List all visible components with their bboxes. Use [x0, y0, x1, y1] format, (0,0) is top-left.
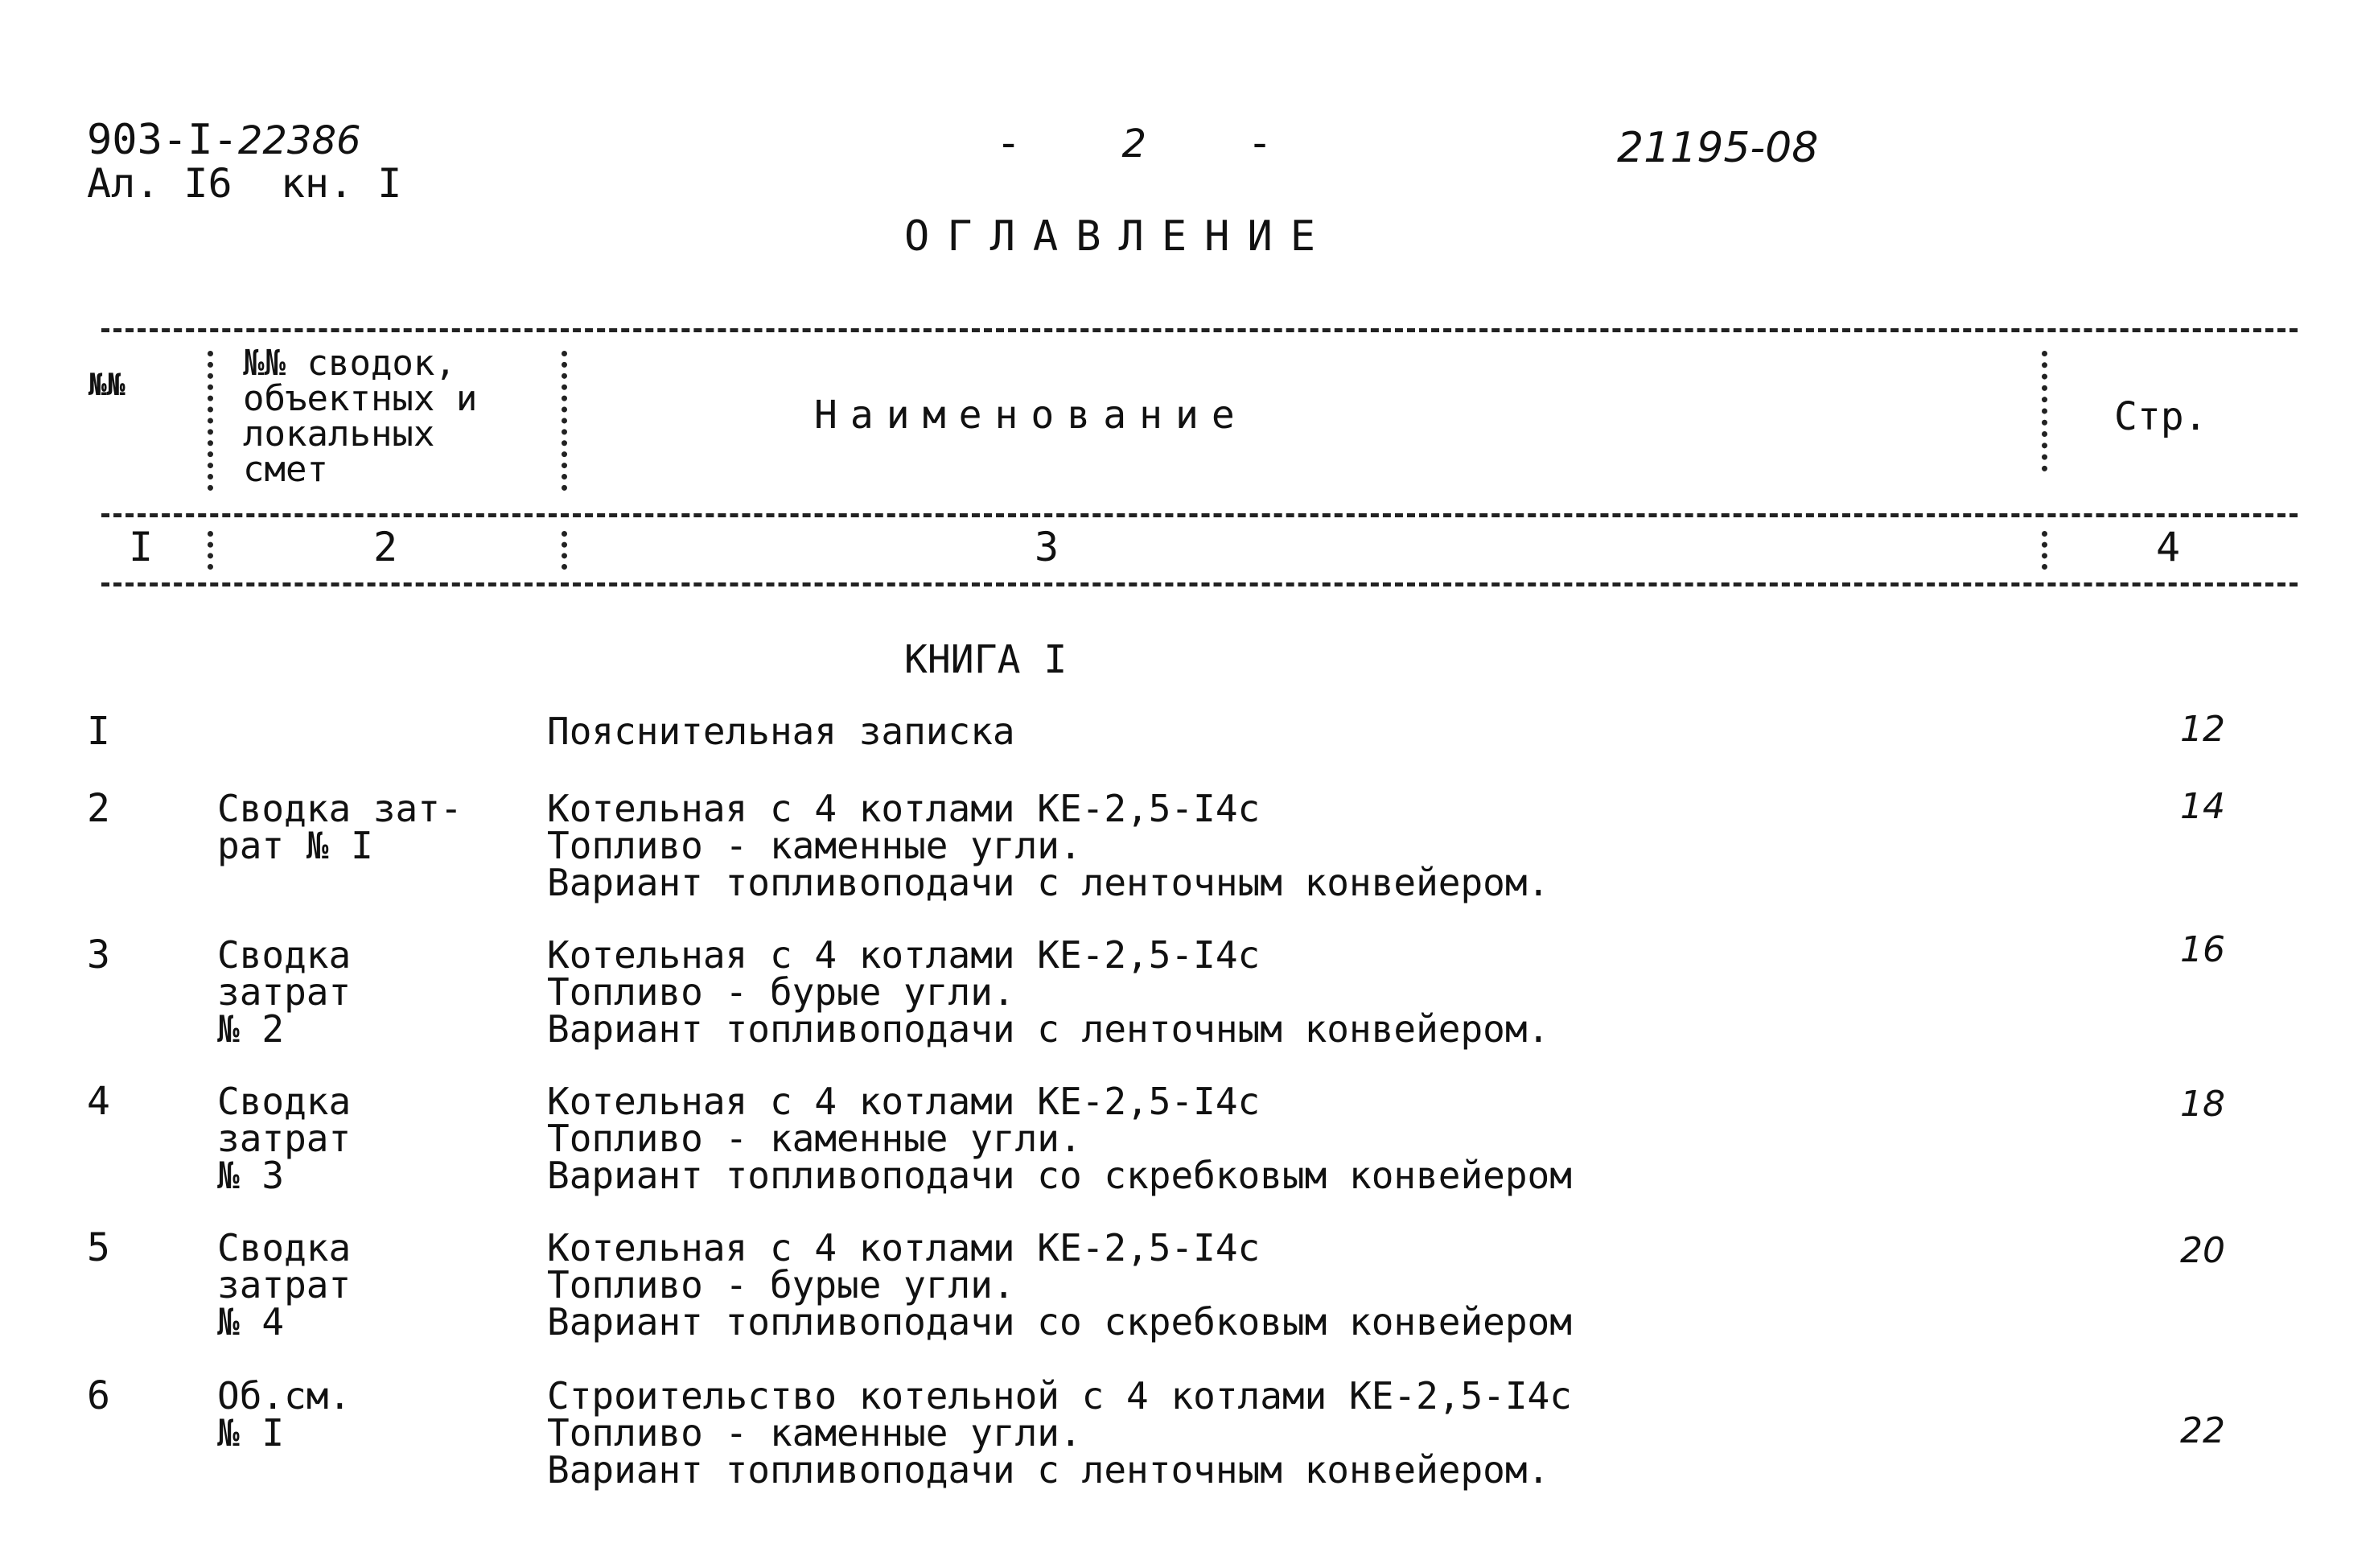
row-number: I [87, 709, 110, 754]
page-number [996, 121, 1273, 167]
row-ref [217, 787, 463, 867]
row-name-line: Вариант топливоподачи со скребковым конвейером [547, 1154, 1572, 1197]
album-book-line: Ал. I6 кн. I [87, 160, 402, 207]
book-title: КНИГА I [904, 637, 1068, 682]
row-name-line: Вариант топливоподачи с ленточным конвейером. [547, 1007, 1550, 1051]
column-separator [2042, 531, 2047, 570]
page-number-value: 2 [1121, 121, 1147, 167]
row-name-line: Строительство котельной с 4 котлами КЕ-2,5-I4с [547, 1374, 1572, 1418]
row-name-line: Котельная с 4 котлами КЕ-2,5-I4с [547, 933, 1261, 977]
column-number: 2 [373, 524, 398, 570]
row-ref-line: затрат [217, 1263, 352, 1307]
row-page: 22 [2180, 1410, 2225, 1451]
row-ref [217, 1374, 352, 1455]
row-ref [217, 1226, 352, 1344]
row-ref-line: Сводка [217, 1226, 352, 1270]
row-number: 6 [87, 1373, 110, 1418]
document-code-printed: 903-I- [87, 116, 238, 164]
row-ref [217, 933, 352, 1051]
row-name [547, 1080, 1572, 1197]
row-page: 12 [2180, 709, 2225, 750]
column-number: 3 [1035, 524, 1059, 570]
row-name [547, 1374, 1572, 1492]
row-page: 20 [2180, 1230, 2225, 1271]
row-number: 2 [87, 786, 110, 831]
row-ref [217, 1080, 352, 1197]
row-ref-line: затрат [217, 970, 352, 1014]
page-dash-right: - [1247, 119, 1273, 167]
row-ref-line: Об.см. [217, 1374, 352, 1418]
header-middle-rule [101, 513, 2298, 517]
row-ref-line: Сводка [217, 933, 352, 977]
row-ref-line: затрат [217, 1117, 352, 1160]
row-name [547, 787, 1550, 904]
row-ref-line: № 4 [217, 1300, 285, 1344]
row-ref-line: № 3 [217, 1154, 285, 1197]
row-name-line: Топливо - бурые угли. [547, 1263, 1015, 1307]
row-name-line: Котельная с 4 котлами КЕ-2,5-I4с [547, 1226, 1261, 1270]
inventory-number: 21195-08 [1617, 124, 1819, 172]
row-name-line: Котельная с 4 котлами КЕ-2,5-I4с [547, 787, 1261, 830]
header-top-rule [101, 328, 2298, 332]
row-name-line: Вариант топливоподачи со скребковым конвейером [547, 1300, 1572, 1344]
header-col2-line: смет [243, 449, 328, 490]
header-col4-label: Стр. [2114, 394, 2207, 439]
column-separator [208, 351, 213, 491]
row-ref-line: № I [217, 1411, 285, 1455]
document-code [87, 117, 361, 163]
header-col1-label: №№ [88, 367, 125, 402]
row-name-line: Топливо - каменные угли. [547, 824, 1082, 867]
row-name [547, 933, 1550, 1051]
header-bottom-rule [101, 582, 2298, 586]
column-separator [562, 531, 567, 570]
row-ref-line: Сводка зат- [217, 787, 463, 830]
header-col3-label: Наименование [814, 393, 1248, 438]
row-name-line: Вариант топливоподачи с ленточным конвейером. [547, 1448, 1550, 1492]
row-number: 5 [87, 1225, 110, 1270]
row-ref-line: рат № I [217, 824, 373, 867]
row-page: 18 [2180, 1084, 2225, 1125]
row-number: 3 [87, 932, 110, 977]
column-separator [2042, 351, 2047, 471]
document-code-handwritten: 22386 [237, 118, 361, 163]
column-separator [208, 531, 213, 570]
row-name-line: Топливо - каменные угли. [547, 1411, 1082, 1455]
page-title: ОГЛАВЛЕНИЕ [904, 212, 1334, 261]
row-name-line: Пояснительная записка [547, 710, 1015, 753]
row-name-line: Топливо - каменные угли. [547, 1117, 1082, 1160]
header-col2-line: объектных и [243, 378, 478, 419]
column-separator [562, 351, 567, 491]
row-page: 14 [2180, 786, 2225, 827]
row-name [547, 1226, 1572, 1344]
row-number: 4 [87, 1079, 110, 1124]
column-number: I [129, 524, 154, 570]
row-name-line: Вариант топливоподачи с ленточным конвейером. [547, 861, 1550, 904]
column-number: 4 [2156, 524, 2181, 570]
header-col2-line: №№ сводок, [243, 343, 456, 384]
row-name-line: Котельная с 4 котлами КЕ-2,5-I4с [547, 1080, 1261, 1123]
header-col2-label [243, 343, 478, 490]
row-name-line: Топливо - бурые угли. [547, 970, 1015, 1014]
row-ref-line: № 2 [217, 1007, 285, 1051]
row-page: 16 [2180, 929, 2225, 970]
row-ref-line: Сводка [217, 1080, 352, 1123]
page-dash-left: - [996, 119, 1022, 167]
row-name [547, 710, 1015, 753]
header-col2-line: локальных [243, 414, 435, 455]
